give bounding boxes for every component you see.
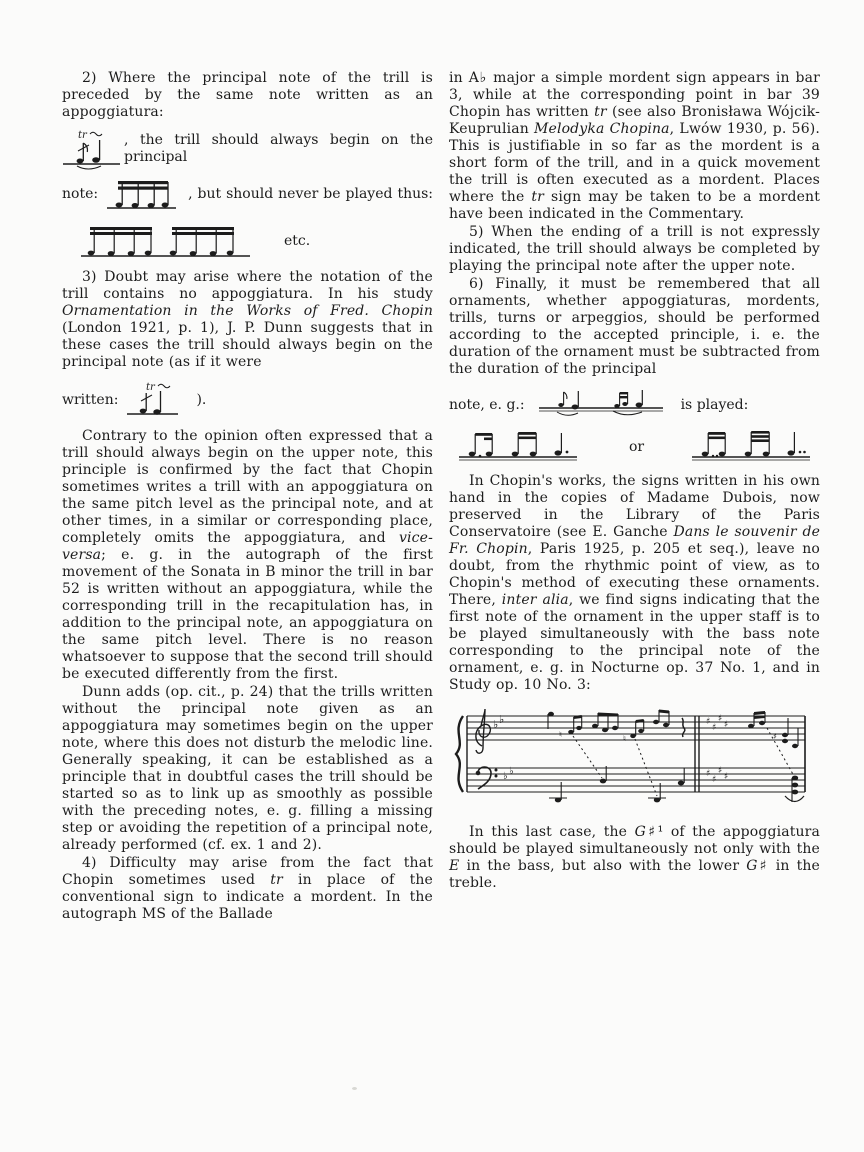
written-trill-notation-figure: [126, 380, 186, 420]
note-eg-label: note, e. g.:: [449, 396, 525, 413]
paragraph-6-finally: 6) Finally, it must be remembered that all ornaments, whether appoggiaturas, mordents, trills, turns or arpeggios, should be performed according to the accepted principle, i. e. the duration of the ornament must be subtracted from the duration of the principal: [449, 276, 820, 377]
brace: [456, 716, 463, 792]
tr-ornament-label: tr: [78, 130, 87, 141]
svg-text:♯: ♯: [706, 769, 711, 779]
paragraph-chopins-works: In Chopin's works, the signs written in his own hand in the copies of Madame Dubois, now preserved in the Library of the Paris Conservatoire (see E. Ganche Dans le souvenir de Fr. Chopin, Paris 1925, p. 205 et seq.), leave no doubt, from the rhythmic point of view, as to Chopin's method of executing these ornaments. There, inter alia, we find signs indicating that the first note of the ornament in the upper staff is to be played simultaneously with the bass note corresponding to the principal note of the ornament, e. g. in Nocturne op. 37 No. 1, and in Study op. 10 No. 3:: [449, 473, 821, 693]
paragraph-contrary: Contrary to the opinion often expressed that a trill should always begin on the upper note, this principle is confirmed by the fact that Chopin sometimes writes a trill with an appoggiatura on the same pitch level as the principal note, and at other times, in a similar or corresponding place, completely omits the appoggiatura, and vice-versa; e. g. in the autograph of the first movement of the Sonata in B minor the trill in bar 52 is written without an appoggiatura, while the corresponding trill in the recapitulation has, in addition to the principal note, an appoggiatura on the same pitch level. There is no reason whatsoever to suppose that the second trill should be executed differently from the first.: [62, 428, 433, 682]
tr-ornament-label: tr: [146, 382, 156, 393]
grand-staff-score-figure: [451, 704, 813, 816]
svg-text:♯: ♯: [706, 717, 711, 727]
paragraph-2-trill-preceded: 2) Where the principal note of the trill is preceded by the same note written as an appoggiatura:: [62, 70, 433, 120]
trill-wave: [90, 132, 102, 136]
figure-row-principal-note: [62, 177, 433, 211]
is-played-label: is played:: [680, 396, 749, 413]
svg-text:♯: ♯: [724, 720, 729, 730]
ornament-written-figure: [539, 387, 667, 423]
never-played-thus-text: , but should never be played thus:: [188, 185, 433, 202]
left-column: [62, 70, 433, 923]
played-variant-2-figure: [692, 429, 814, 465]
note-label: note:: [62, 185, 99, 202]
beamed-notes-figure: [106, 177, 180, 211]
figure-row-note-eg: [449, 387, 820, 423]
written-label: written:: [62, 391, 119, 408]
flat-sign: ♭: [509, 766, 514, 777]
flat-sign: ♭: [503, 771, 508, 782]
played-variant-1-figure: [459, 429, 581, 465]
flat-sign: ♭: [499, 713, 505, 726]
two-column-text: [62, 70, 820, 923]
tie-arc: [785, 796, 804, 802]
closing-paren-text: ).: [196, 391, 207, 408]
natural-sign: ♮: [559, 730, 562, 739]
natural-sign: ♮: [623, 734, 626, 743]
trill-appoggiatura-notation-figure: [62, 128, 124, 170]
paragraph-last-case: In this last case, the G♯¹ of the appoggiatura should be played simultaneously not only with the E in the bass, but also with the lower G♯ in the treble.: [449, 824, 820, 891]
svg-text:♯: ♯: [718, 766, 723, 776]
paragraph-4-difficulty: 4) Difficulty may arise from the fact that Chopin sometimes used tr in place of the conventional sign to indicate a mordent. In the autograph MS of the Ballade: [62, 855, 433, 922]
svg-text:♯: ♯: [712, 775, 717, 785]
figure-row-written: [62, 380, 433, 420]
right-column: [449, 70, 820, 923]
svg-text:♯: ♯: [712, 723, 717, 733]
sharp-sign: ♯: [773, 732, 777, 741]
trill-begin-principal-text: , the trill should always begin on the principal: [124, 132, 433, 165]
figure-row-played-variants: [449, 429, 820, 465]
figure-row-trill-appoggiatura: [62, 128, 433, 170]
figure-row-etc-example: [62, 221, 433, 261]
trill-wave: [158, 384, 170, 388]
paragraph-3-doubt: 3) Doubt may arise where the notation of the trill contains no appoggiatura. In his study Ornamentation in the Works of Fred. Chopin (London 1921, p. 1), J. P. Dunn suggests that in these cases the trill should always begin on the principal note (as if it were: [62, 269, 433, 370]
svg-text:♯: ♯: [724, 772, 729, 782]
paragraph-ab-major: in A♭ major a simple mordent sign appears in bar 3, while at the corresponding point in bar 39 Chopin has written tr (see also Bronisława Wójcik-Keuprulian Melodyka Chopina, Lwów 1930, p. 56). This is justifiable in so far as the mordent is a short form of the trill, and in a quick movement the trill is often executed as a mordent. Places where the tr sign may be taken to be a mordent have been indicated in the Commentary.: [449, 70, 820, 222]
scan-speck: [352, 1087, 357, 1090]
long-beamed-run-figure: [80, 221, 258, 261]
paragraph-dunn-adds: Dunn adds (op. cit., p. 24) that the trills written without the principal note given as an appoggiatura may sometimes begin on the upper note, where this does not disturb the melodic line. Generally speaking, it can be established as a principle that in doubtful cases the trill should be started so as to link up as smoothly as possible with the preceding notes, e. g. filling a missing step or avoiding the repetition of a principal note, already performed (cf. ex. 1 and 2).: [62, 684, 433, 853]
sharp-key-signature: [706, 714, 728, 785]
flat-sign: ♭: [493, 718, 499, 731]
svg-text:♯: ♯: [718, 714, 723, 724]
or-label: or: [628, 438, 645, 455]
score-example-container: [451, 704, 820, 816]
paragraph-5-ending: 5) When the ending of a trill is not expressly indicated, the trill should always be completed by playing the principal note after the upper note.: [449, 224, 820, 274]
etc-label: etc.: [284, 232, 311, 249]
